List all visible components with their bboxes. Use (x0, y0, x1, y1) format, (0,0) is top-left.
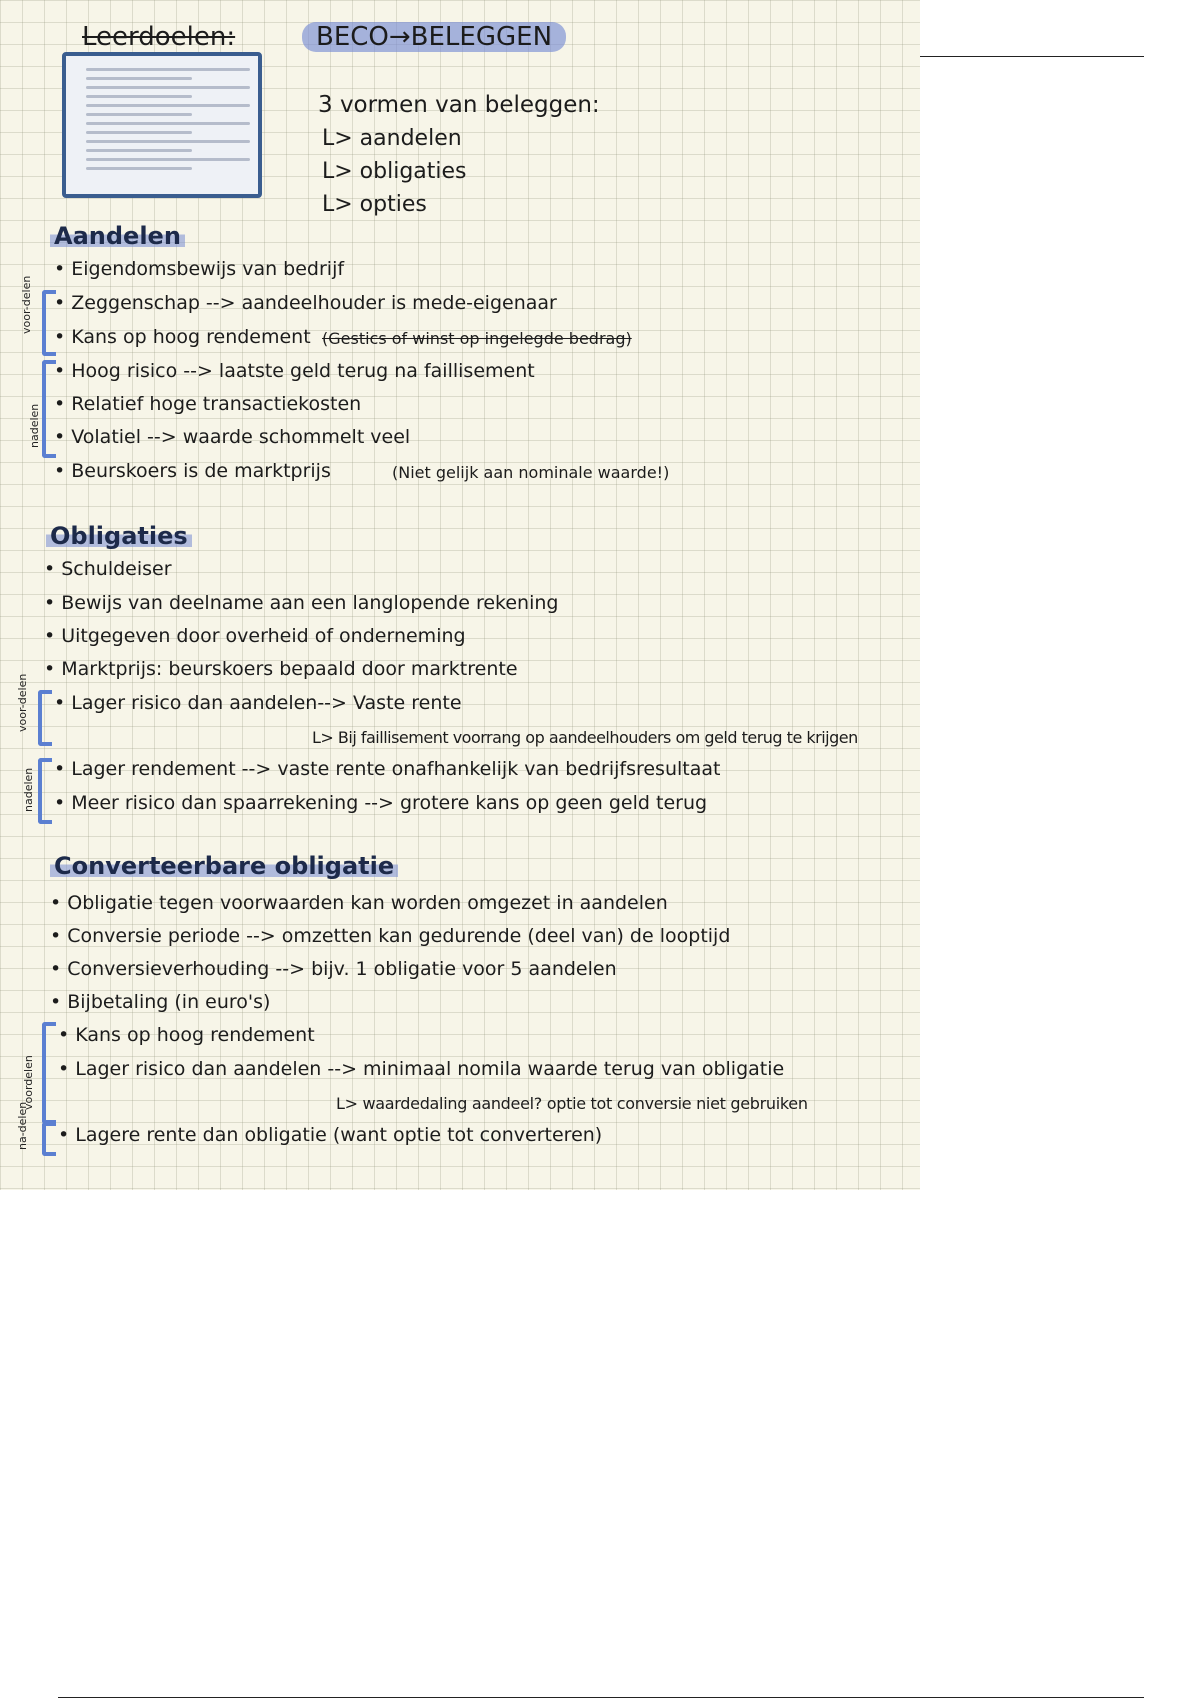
converteerbaar-line: • Kans op hoog rendement (58, 1024, 315, 1046)
intro-item: L> opties (322, 192, 427, 217)
converteerbaar-sub: L> waardedaling aandeel? optie tot conversie niet gebruiken (336, 1094, 808, 1113)
aandelen-line: • Hoog risico --> laatste geld terug na faillisement (54, 360, 535, 382)
bracket-nadelen (42, 360, 56, 458)
bracket-voordelen (42, 290, 56, 356)
aandelen-line: • Volatiel --> waarde schommelt veel (54, 426, 411, 448)
side-label-nadelen: na-delen (16, 1101, 29, 1150)
obligaties-line: • Lager rendement --> vaste rente onafhankelijk van bedrijfsresultaat (54, 758, 721, 780)
obligaties-sub: L> Bij faillisement voorrang op aandeelhouders om geld terug te krijgen (312, 728, 858, 747)
aandelen-line: • Relatief hoge transactiekosten (54, 393, 362, 415)
intro-item: L> obligaties (322, 159, 467, 184)
bracket-voordelen (38, 690, 52, 746)
top-divider (920, 56, 1144, 57)
converteerbaar-line: • Lagere rente dan obligatie (want optie tot converteren) (58, 1124, 603, 1146)
obligaties-line: • Meer risico dan spaarrekening --> grotere kans op geen geld terug (54, 792, 708, 814)
side-label-voordelen: voor-delen (16, 673, 29, 732)
aandelen-note: (Niet gelijk aan nominale waarde!) (392, 463, 670, 482)
obligaties-line: • Bewijs van deelname aan een langlopende rekening (44, 592, 559, 614)
bracket-nadelen (42, 1122, 56, 1156)
converteerbaar-line: • Obligatie tegen voorwaarden kan worden omgezet in aandelen (50, 892, 668, 914)
converteerbaar-line: • Bijbetaling (in euro's) (50, 991, 271, 1013)
aandelen-line: • Eigendomsbewijs van bedrijf (54, 258, 345, 280)
side-label-voordelen: voordelen (22, 1055, 35, 1110)
converteerbaar-line: • Lager risico dan aandelen --> minimaal nomila waarde terug van obligatie (58, 1058, 785, 1080)
section-heading-obligaties: Obligaties (46, 522, 192, 550)
converteerbaar-line: • Conversieverhouding --> bijv. 1 obligatie voor 5 aandelen (50, 958, 617, 980)
section-heading-converteerbaar: Converteerbare obligatie (50, 852, 398, 880)
side-label-voordelen: voor-delen (20, 275, 33, 334)
bracket-voordelen (42, 1022, 56, 1124)
leerdoelen-label: Leerdoelen: (82, 22, 236, 52)
aandelen-line: • Zeggenschap --> aandeelhouder is mede-eigenaar (54, 292, 557, 314)
intro-heading: 3 vormen van beleggen: (318, 92, 600, 118)
bracket-nadelen (38, 758, 52, 824)
aandelen-note: (Gestics of winst op ingelegde bedrag) (322, 329, 632, 348)
section-heading-aandelen: Aandelen (50, 222, 185, 250)
obligaties-line: • Uitgegeven door overheid of onderneming (44, 625, 466, 647)
obligaties-line: • Schuldeiser (44, 558, 172, 580)
side-label-nadelen: nadelen (28, 403, 41, 448)
obligaties-line: • Lager risico dan aandelen--> Vaste rente (54, 692, 462, 714)
leerdoelen-thumbnail (62, 52, 262, 198)
converteerbaar-line: • Conversie periode --> omzetten kan gedurende (deel van) de looptijd (50, 925, 731, 947)
obligaties-line: • Marktprijs: beurskoers bepaald door marktrente (44, 658, 518, 680)
bottom-divider (58, 1697, 1144, 1698)
intro-item: L> aandelen (322, 126, 462, 151)
side-label-nadelen: nadelen (22, 767, 35, 812)
aandelen-line: • Kans op hoog rendement (54, 326, 311, 348)
aandelen-line: • Beurskoers is de marktprijs (54, 460, 331, 482)
page-title: BECO→BELEGGEN (302, 22, 566, 52)
